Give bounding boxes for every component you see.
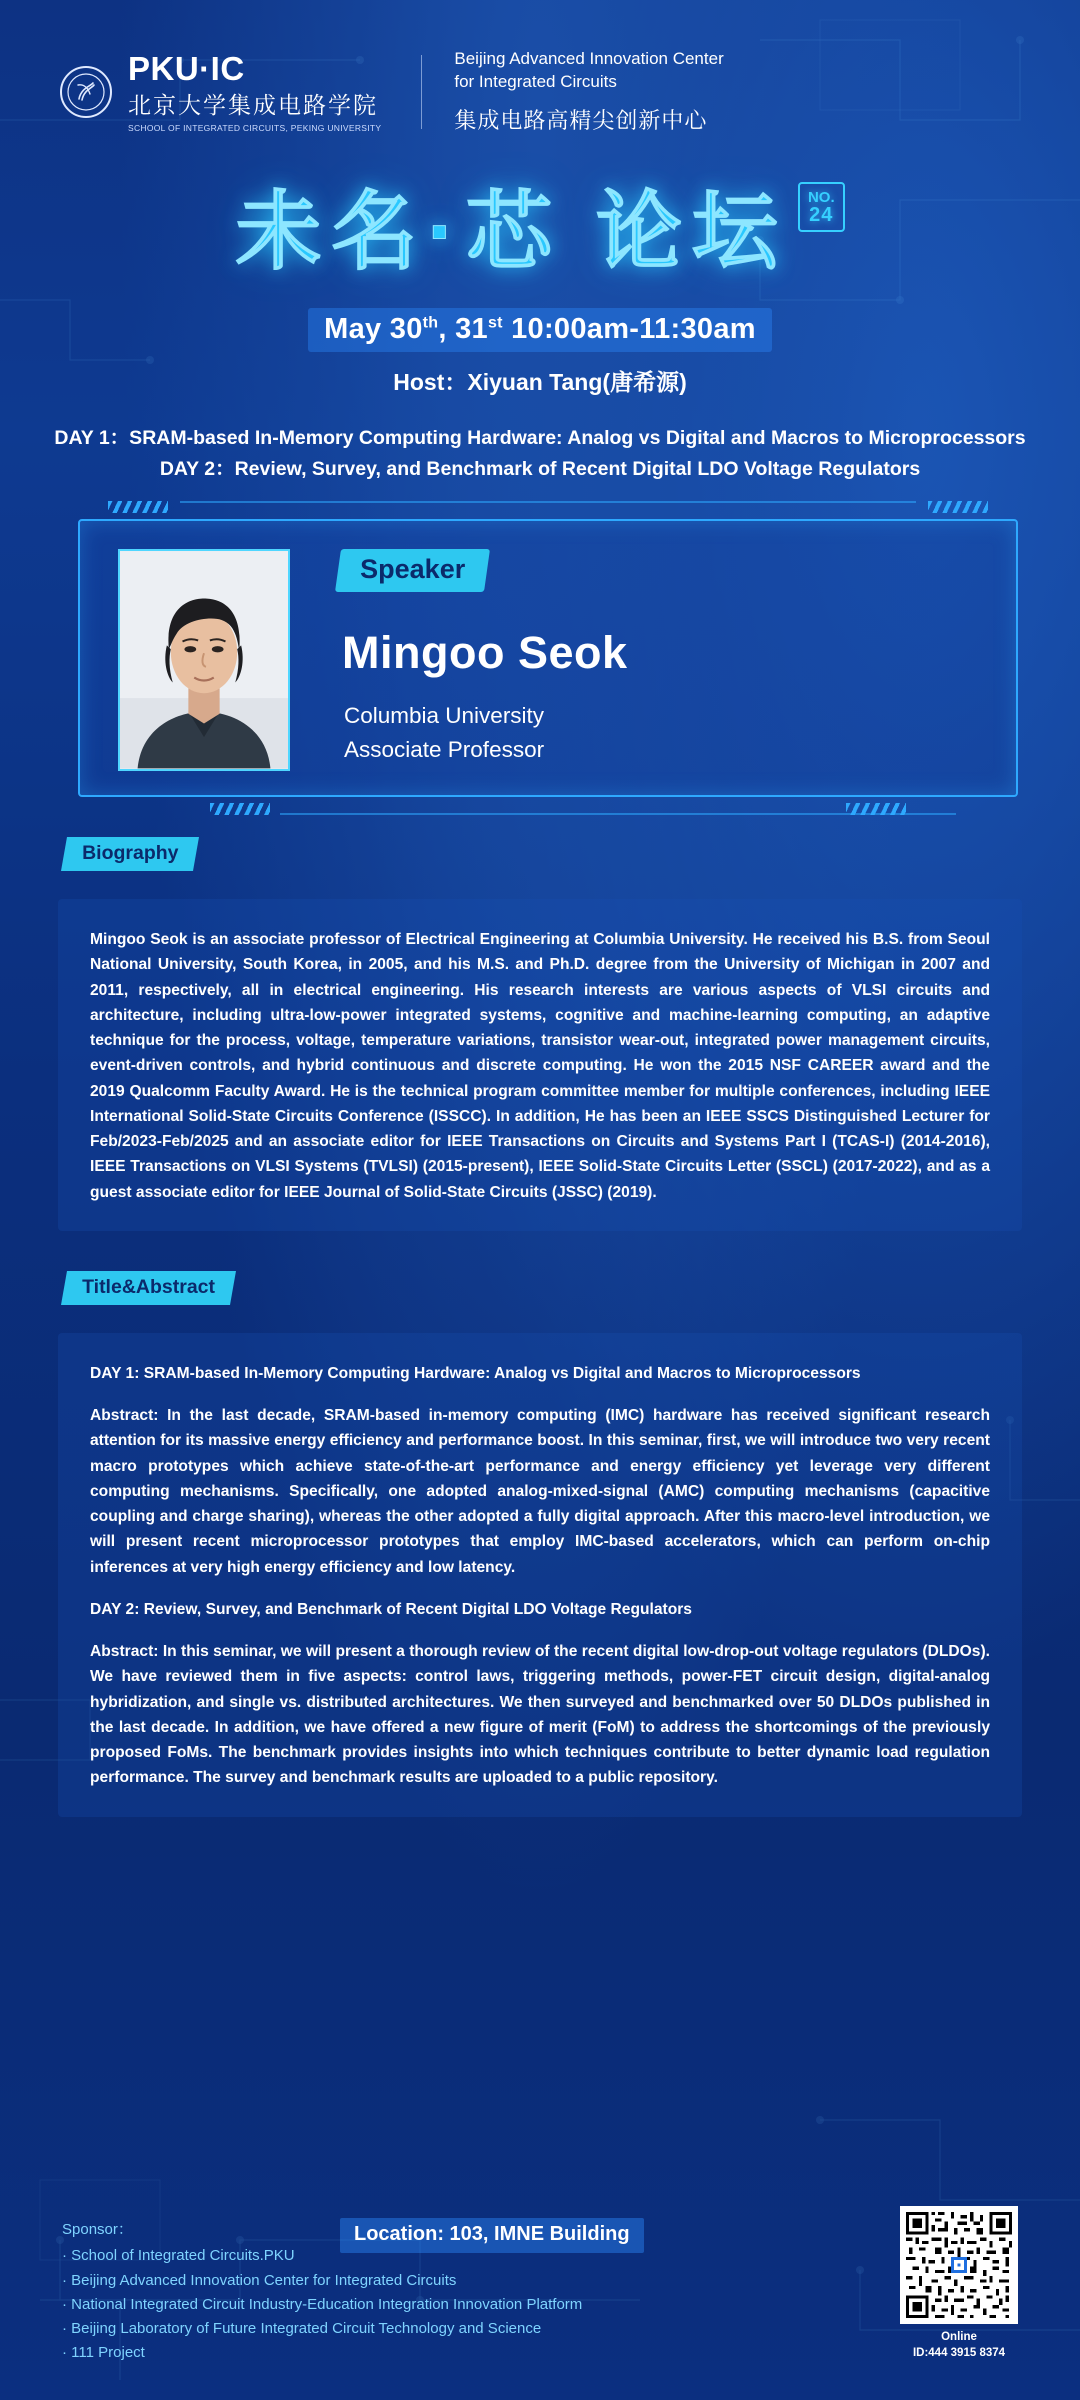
biography-tag-label: Biography	[82, 842, 179, 865]
title-abstract-panel	[58, 1333, 1022, 1817]
day2-heading: DAY 2: Review, Survey, and Benchmark of Recent Digital LDO Voltage Regulators	[90, 1600, 692, 1618]
card-line-top	[180, 501, 916, 503]
day2-topic: DAY 2：Review, Survey, and Benchmark of Recent Digital LDO Voltage Regulators	[159, 457, 921, 480]
pku-seal-icon	[60, 66, 112, 118]
speaker-badge	[335, 549, 490, 592]
logo-school-en: SCHOOL OF INTEGRATED CIRCUITS, PEKING UNIVERSITY	[128, 122, 382, 133]
day-topics	[0, 425, 1080, 484]
card-deco-bottom-left	[210, 803, 270, 815]
issue-number: 24	[809, 204, 834, 227]
date-mid: , 31	[438, 312, 488, 345]
qr-code-icon[interactable]	[900, 2206, 1018, 2324]
speaker-portrait	[118, 549, 290, 771]
list-item: · Beijing Advanced Innovation Center for Integrated Circuits	[62, 2269, 582, 2293]
header-divider	[421, 55, 422, 129]
list-item: · National Integrated Circuit Industry-Education Integration Innovation Platform	[62, 2293, 582, 2317]
date-sup-2: st	[487, 313, 503, 331]
biography-tag-row	[58, 837, 1080, 871]
qr-caption	[900, 2330, 1018, 2361]
date-prefix: May 30	[324, 312, 423, 345]
issue-badge	[798, 182, 845, 233]
center-identity	[454, 48, 723, 136]
sponsor-title: Sponsor：	[62, 2221, 133, 2238]
biography-text: Mingoo Seok is an associate professor of Electrical Engineering at Columbia University. He received his B.S. from Seoul National University, South Korea, in 2005, and his M.S. and Ph.D. degree from the University of Michigan in 2007 and 2011, respectively, all in electrical engineering. His research interests are various aspects of VLSI circuits and architecture, including ultra-low-power integrated systems, cognitive and machine-learning computing, an adaptive technique for the process, voltage, temperature variations, transistor wear-out, integrated power management circuits, event-driven controls, and hybrid continuous and discrete computing. He won the 2015 NSF CAREER award and the 2019 Qualcomm Faculty Award. He is the technical program committee member for multiple conferences, including IEEE International Solid-State Circuits Conference (ISSCC). In addition, He has been an IEEE SSCS Distinguished Lecturer for Feb/2023-Feb/2025 and an associate editor for IEEE Transactions on Circuits and Systems Part I (TCAS-I) (2014-2016), IEEE Transactions on VLSI Systems (TVLSI) (2015-present), IEEE Solid-State Circuits Letter (SSCL) (2017-2022), and as a guest associate editor for IEEE Journal of Solid-State Circuits (JSSC) (2019).	[90, 931, 990, 1201]
forum-title: 未名·芯 论坛	[235, 183, 788, 280]
card-deco-top-right	[928, 501, 988, 513]
center-cn: 集成电路高精尖创新中心	[454, 107, 708, 133]
day1-topic: DAY 1：SRAM-based In-Memory Computing Hardware: Analog vs Digital and Macros to Microprocessors	[54, 426, 1026, 449]
host-line: Host：Xiyuan Tang(唐希源)	[393, 368, 687, 395]
pku-logo	[60, 49, 382, 133]
day1-abstract: Abstract: In the last decade, SRAM-based in-memory computing (IMC) hardware has received significant research attention for its massive energy efficiency and performance boost. In this seminar, first, we will introduce two very recent macro prototypes which achieve state-of-the-art performance and energy efficiency yet leverage very different computing mechanisms. Specifically, one adopted analog-mixed-signal (AMC) computing mechanisms (capacitive coupling and charge sharing), whereas the other adopted a fully digital approach. After this macro-level introduction, we will present recent microprocessor prototypes that employ IMC-based accelerators, which can perform on-chip inferences at very high energy efficiency and low latency.	[90, 1407, 990, 1576]
qr-label-online: Online	[941, 2331, 977, 2343]
logo-wordmark: PKU·IC	[128, 49, 245, 87]
header	[0, 0, 1080, 136]
speaker-affiliation	[344, 699, 544, 767]
qr-block	[900, 2206, 1018, 2361]
day1-heading: DAY 1: SRAM-based In-Memory Computing Hardware: Analog vs Digital and Macros to Microprocessors	[90, 1364, 861, 1382]
title-abstract-tag-label: Title&Abstract	[82, 1275, 216, 1298]
title-block	[0, 162, 1080, 397]
sponsor-list	[62, 2244, 582, 2365]
qr-label-id: ID:444 3915 8374	[912, 2346, 1006, 2359]
speaker-card	[78, 519, 1018, 797]
location-badge: Location: 103, IMNE Building	[340, 2218, 644, 2253]
center-en-line1: Beijing Advanced Innovation Center	[454, 49, 724, 68]
list-item: · Beijing Laboratory of Future Integrated Circuit Technology and Science	[62, 2317, 582, 2341]
biography-tag	[61, 837, 199, 871]
list-item: · School of Integrated Circuits.PKU	[62, 2244, 582, 2268]
list-item: · 111 Project	[62, 2341, 582, 2365]
center-en-line2: for Integrated Circuits	[454, 71, 617, 91]
day2-abstract: Abstract: In this seminar, we will present a thorough review of the recent digital low-drop-out voltage regulators (DLDOs). We have reviewed them in five aspects: control laws, triggering methods, power-FET circuit design, digital-analog hybridization, and single vs. distributed architectures. We then surveyed and benchmarked over 50 DLDOs published in the last decade. In addition, we have offered a new figure of merit (FoM) to address the shortcomings of the previously proposed FoMs. The benchmark provides insights into which techniques contribute to better dynamic load regulation performance. The survey and benchmark results are uploaded to a public repository.	[90, 1643, 990, 1787]
card-line-bottom	[280, 813, 956, 815]
speaker-badge-label: Speaker	[360, 554, 466, 585]
logo-school-cn: 北京大学集成电路学院	[128, 91, 378, 118]
footer	[0, 2200, 1080, 2400]
speaker-affiliation-line1: Columbia University	[344, 703, 545, 729]
event-date	[308, 308, 772, 352]
date-sup-1: th	[422, 313, 439, 331]
speaker-affiliation-line2: Associate Professor	[344, 736, 545, 762]
card-deco-top-left	[108, 501, 168, 513]
issue-label: NO.	[807, 188, 835, 206]
speaker-name: Mingoo Seok	[342, 627, 628, 679]
title-abstract-tag-row	[58, 1271, 1080, 1305]
biography-panel	[58, 899, 1022, 1231]
date-suffix: 10:00am-11:30am	[502, 312, 756, 345]
title-abstract-tag	[61, 1271, 236, 1305]
